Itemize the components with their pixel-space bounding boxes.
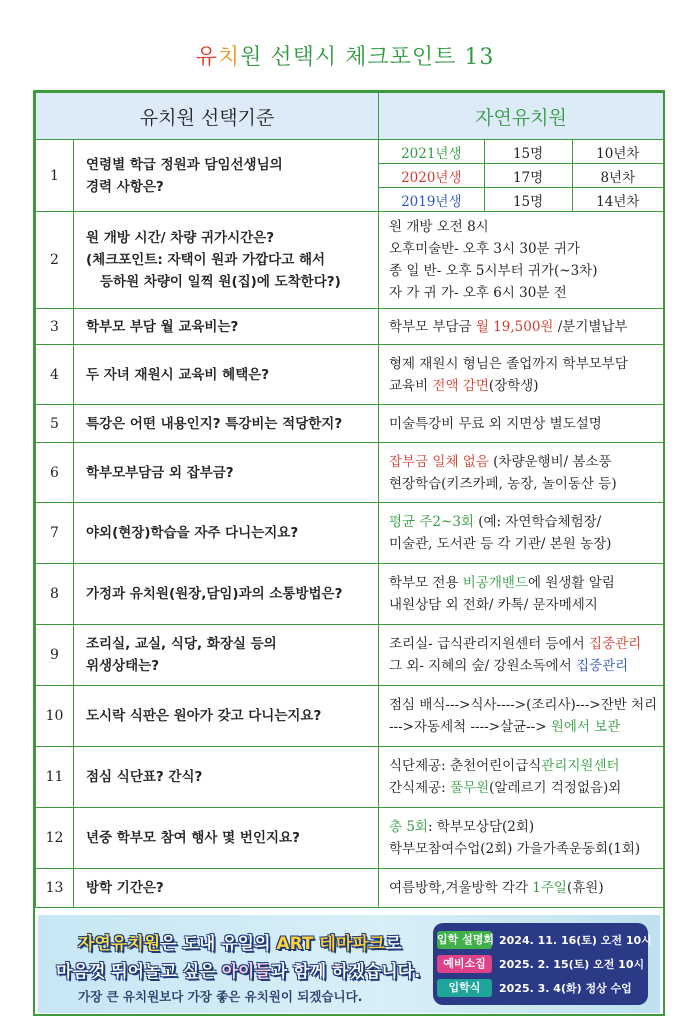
table-row (36, 309, 664, 345)
answer-text: 관리지원센터 (541, 758, 620, 774)
answer-text: 전액 감면 (432, 377, 489, 394)
row-question (74, 564, 379, 625)
page-title (0, 40, 690, 71)
question-line: 방학 기간은? (86, 880, 164, 896)
banner-text: 마음껏 뛰어놀고 싶은 (56, 962, 222, 982)
answer-text: 집중관리 (576, 658, 629, 674)
answer-text: 학부모 부담금 (389, 318, 476, 335)
answer-line (389, 877, 663, 899)
row-question (74, 345, 379, 405)
answer-text: 학부모참여수업(2회) 가을가족운동회(1회) (389, 841, 641, 857)
answer-text: (차량운행비/ 봄소풍 (488, 453, 612, 470)
answer-text: (장학생) (488, 377, 539, 394)
answer-line (389, 594, 663, 616)
row-answer (379, 747, 664, 808)
question-line: 특강은 어떤 내용인지? 특강비는 적당한지? (86, 415, 343, 432)
answer-line (389, 838, 663, 860)
question-line: 두 자녀 재원시 교육비 혜택은? (86, 366, 270, 383)
table-row (36, 405, 664, 443)
question-line: 조리실, 교실, 식당, 화장실 등의 (86, 636, 277, 652)
row-answer (379, 345, 664, 405)
question-line: 위생상태는? (86, 658, 160, 674)
row-question (74, 140, 379, 212)
row-number: 12 (36, 808, 74, 869)
table-row (36, 686, 664, 747)
table-header (36, 93, 664, 140)
answer-line (389, 816, 663, 838)
answer-line (389, 282, 663, 304)
banner-art: ART 테마파크 (276, 934, 386, 954)
answer-line (389, 216, 663, 238)
row-question (74, 686, 379, 747)
event-row (433, 953, 648, 977)
answer-text: 잡부금 일체 없음 (389, 453, 489, 470)
question-line: (체크포인트: 자택이 원과 가깝다고 해서 (86, 252, 326, 268)
answer-line (389, 655, 663, 677)
row-answer (379, 625, 664, 686)
title-part: 치 (217, 45, 241, 70)
row-number: 9 (36, 625, 74, 686)
row-number: 7 (36, 503, 74, 564)
table-row (36, 747, 664, 808)
answer-text: --->자동세척 ---->살균--> (389, 719, 551, 735)
row-question (74, 503, 379, 564)
row-answer (379, 564, 664, 625)
title-part: 유 (195, 45, 218, 70)
teacher-experience: 8년차 (572, 164, 663, 188)
row-number: 5 (36, 405, 74, 443)
row-question (74, 747, 379, 808)
answer-text: /분기별납부 (553, 318, 628, 335)
class-row (379, 188, 663, 212)
event-schedule (433, 923, 652, 1005)
answer-text: 내원상담 외 전화/ 카톡/ 문자메세지 (389, 597, 598, 613)
answer-line (389, 633, 663, 655)
question-line: 야외(현장)학습을 자주 다니는지요? (86, 525, 299, 541)
class-count: 15명 (484, 188, 572, 212)
row-answer (379, 309, 664, 345)
class-count: 17명 (484, 164, 572, 188)
banner-kids: 아이들 (221, 962, 271, 982)
row-answer (379, 686, 664, 747)
answer-text: 원에서 보관 (550, 719, 621, 735)
table-row (36, 503, 664, 564)
answer-text: 종 일 반- 오후 5시부터 귀가(~3차) (389, 263, 598, 279)
row-number: 10 (36, 686, 74, 747)
class-year: 2019년생 (379, 188, 484, 212)
row-answer (379, 443, 664, 503)
event-date: 2024. 11. 16(토) 오전 10시 (499, 934, 652, 947)
row-question (74, 309, 379, 345)
banner-slogan: 가장 큰 유치원보다 가장 좋은 유치원이 되겠습니다. (78, 989, 363, 1004)
row-question (74, 808, 379, 869)
answer-text: 비공개밴드 (462, 575, 529, 591)
answer-text: 1주일 (532, 880, 567, 896)
question-line: 도시락 식판은 원아가 갖고 다니는지요? (86, 708, 322, 724)
question-line: 원 개방 시간/ 차량 귀가시간은? (86, 230, 275, 246)
answer-line (389, 777, 663, 799)
row-number: 2 (36, 212, 74, 309)
question-line: 학부모 부담 월 교육비는? (86, 318, 239, 335)
table-row (36, 345, 664, 405)
table-row (36, 140, 664, 212)
teacher-experience: 10년차 (572, 140, 663, 164)
answer-text: 점심 배식--->식사---->(조리사)--->잔반 처리 (389, 697, 658, 713)
answer-text: 집중관리 (589, 636, 642, 652)
answer-text: 풀무원 (450, 780, 490, 796)
answer-text: (휴원) (566, 880, 604, 896)
answer-text: (알레르기 걱정없음)외 (489, 780, 622, 796)
answer-text: 원 개방 오전 8시 (389, 219, 489, 235)
teacher-experience: 14년차 (572, 188, 663, 212)
answer-line (389, 316, 663, 338)
answer-line (389, 238, 663, 260)
row-question (74, 443, 379, 503)
answer-text: 평균 주2~3회 (389, 514, 474, 530)
event-date: 2025. 3. 4(화) 정상 수업 (499, 982, 632, 995)
answer-line (389, 694, 663, 716)
row-question (74, 405, 379, 443)
class-row (379, 140, 663, 164)
answer-line (389, 473, 663, 495)
banner-line-1 (78, 929, 402, 954)
table-row (36, 625, 664, 686)
answer-line (389, 260, 663, 282)
event-row (433, 929, 652, 953)
row-answer (379, 808, 664, 869)
answer-text: 교육비 (389, 377, 433, 394)
row-question (74, 869, 379, 908)
question-line: 가정과 유치원(원장,담임)과의 소통방법은? (86, 586, 343, 602)
question-line: 연령별 학급 정원과 담임선생님의 (86, 156, 283, 173)
answer-text: 형제 재원시 형님은 졸업까지 학부모부담 (389, 355, 628, 372)
event-label: 입학 설명회 (437, 931, 492, 949)
row-number: 13 (36, 869, 74, 908)
answer-text: (예: 자연학습체험장/ (473, 514, 602, 530)
answer-line (389, 572, 663, 594)
answer-line (389, 353, 663, 375)
header-criteria: 유치원 선택기준 (36, 93, 379, 140)
answer-line (389, 511, 663, 533)
answer-text: 자 가 귀 가- 오후 6시 30분 전 (389, 285, 567, 301)
table-row (36, 443, 664, 503)
answer-text: 월 19,500원 (475, 318, 554, 335)
question-line: 등하원 차량이 일찍 원(집)에 도착한다?) (100, 274, 341, 290)
answer-text: 식단제공: 춘천어린이급식 (389, 758, 542, 774)
row-answer (379, 212, 664, 309)
banner-text: 과 함께 하겠습니다. (270, 962, 421, 982)
question-line: 학부모부담금 외 잡부금? (86, 464, 234, 481)
answer-line (389, 413, 663, 435)
row-number: 6 (36, 443, 74, 503)
class-info-cell (379, 140, 664, 212)
answer-text: 에 원생활 알림 (528, 575, 615, 591)
answer-text: 조리실- 급식관리지원센터 등에서 (389, 636, 590, 652)
question-line: 년중 학부모 참여 행사 몇 번인지요? (86, 830, 300, 846)
answer-line (389, 755, 663, 777)
event-label: 예비소집 (437, 955, 492, 973)
answer-text: 간식제공: (389, 780, 451, 796)
class-year: 2021년생 (379, 140, 484, 164)
answer-text: 학부모 전용 (389, 575, 463, 591)
answer-line (389, 375, 663, 397)
title-part: 선택시 체크포인트 13 (262, 45, 495, 70)
answer-text: 오후미술반- 오후 3시 30분 귀가 (389, 241, 580, 257)
answer-text: 현장학습(키즈카페, 농장, 놀이동산 등) (389, 475, 617, 492)
header-school: 자연유치원 (379, 93, 664, 140)
answer-text: 여름방학,겨울방학 각각 (389, 880, 533, 896)
answer-text: 미술관, 도서관 등 각 기관/ 본원 농장) (389, 536, 612, 552)
checkpoint-table (35, 92, 664, 908)
row-number: 3 (36, 309, 74, 345)
row-question (74, 212, 379, 309)
title-part: 원 (240, 45, 263, 70)
banner-school-name: 자연유치원 (78, 934, 161, 954)
row-answer (379, 869, 664, 908)
row-number: 11 (36, 747, 74, 808)
event-date: 2025. 2. 15(토) 오전 10시 (499, 958, 645, 971)
answer-line (389, 533, 663, 555)
event-row (433, 977, 648, 1001)
row-number: 1 (36, 140, 74, 212)
class-row (379, 164, 663, 188)
row-number: 8 (36, 564, 74, 625)
question-line: 경력 사항은? (86, 178, 164, 195)
class-table (379, 140, 663, 211)
promo-banner (38, 915, 660, 1013)
table-row (36, 869, 664, 908)
event-label: 입학식 (437, 979, 492, 997)
class-count: 15명 (484, 140, 572, 164)
answer-text: 미술특강비 무료 외 지면상 별도설명 (389, 415, 602, 432)
banner-line-2 (56, 957, 421, 982)
row-number: 4 (36, 345, 74, 405)
answer-text: : 학부모상담(2회) (427, 819, 535, 835)
table-row (36, 808, 664, 869)
row-answer (379, 405, 664, 443)
row-answer (379, 503, 664, 564)
answer-text: 그 외- 지혜의 숲/ 강원소독에서 (389, 658, 577, 674)
answer-line (389, 451, 663, 473)
row-question (74, 625, 379, 686)
table-row (36, 564, 664, 625)
question-line: 점심 식단표? 간식? (86, 769, 203, 785)
table-row (36, 212, 664, 309)
answer-text: 총 5회 (389, 819, 428, 835)
class-year: 2020년생 (379, 164, 484, 188)
banner-text: 은 도내 유일의 (160, 934, 277, 954)
answer-line (389, 716, 663, 738)
banner-text: 로 (385, 934, 402, 954)
